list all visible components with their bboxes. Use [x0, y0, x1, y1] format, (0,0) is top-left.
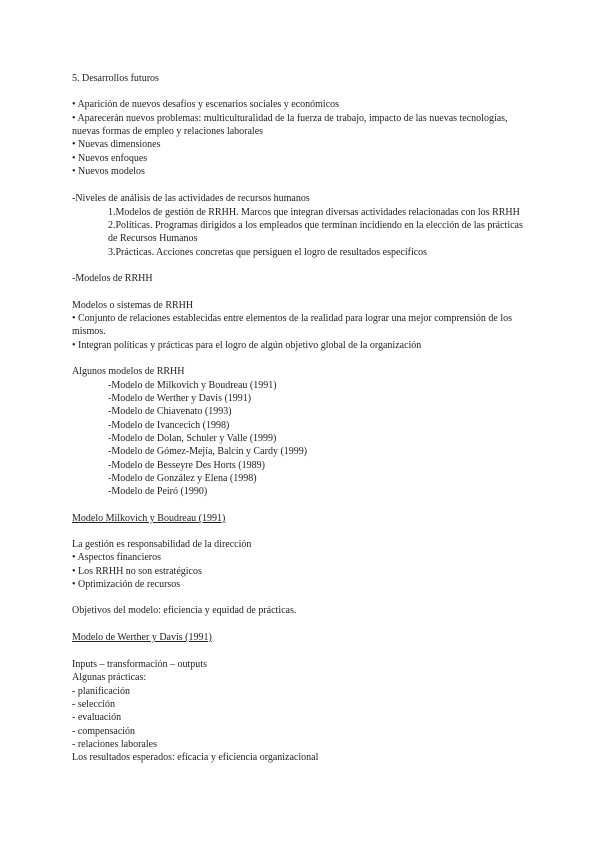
niveles-item-continuation: de Recursos Humanos [108, 233, 198, 244]
milkovich-line: • Aspectos financieros [72, 552, 162, 563]
milkovich-title: Modelo Milkovich y Boudreau (1991) [72, 513, 226, 524]
intro-bullet: • Nuevos modelos [72, 166, 145, 177]
werther-line: - relaciones laborales [72, 739, 157, 750]
milkovich-line: • Optimización de recursos [72, 579, 181, 590]
niveles-item: 3.Prácticas. Acciones concretas que persiguen el logro de resultados específicos [108, 247, 428, 258]
modelos-sistemas-line: • Integran políticas y prácticas para el logro de algún objetivo global de la organización [72, 340, 422, 351]
werther-line: Inputs – transformación – outputs [72, 659, 207, 670]
werther-line: Los resultados esperados: eficacia y eficiencia organizacional [72, 752, 319, 763]
werther-line: Algunas prácticas: [72, 672, 147, 683]
milkovich-line: • Los RRHH no son estratégicos [72, 566, 202, 577]
modelo-list-item: -Modelo de Werther y Davis (1991) [108, 393, 252, 404]
modelos-sistemas-line: mismos. [72, 326, 106, 337]
werther-line: - selección [72, 699, 116, 710]
section-title: 5. Desarrollos futuros [72, 73, 159, 84]
werther-line: - planificación [72, 686, 131, 697]
intro-bullet: • Nuevos enfoques [72, 153, 148, 164]
milkovich-objetivos: Objetivos del modelo: eficiencia y equidad de prácticas. [72, 605, 297, 616]
modelo-list-item: -Modelo de Dolan, Schuler y Valle (1999) [108, 433, 277, 444]
intro-bullet: • Nuevas dimensiones [72, 139, 161, 150]
modelo-list-item: -Modelo de Gómez-Mejía, Balcin y Cardy (1999) [108, 446, 308, 457]
werther-line: - compensación [72, 726, 136, 737]
modelo-list-item: -Modelo de González y Elena (1998) [108, 473, 257, 484]
intro-bullet: • Aparición de nuevos desafíos y escenarios sociales y económicos [72, 99, 340, 110]
niveles-item: 1.Modelos de gestión de RRHH. Marcos que integran diversas actividades relacionadas con los RRHH [108, 207, 520, 218]
modelo-list-item: -Modelo de Milkovich y Boudreau (1991) [108, 380, 277, 391]
modelos-sistemas-heading: Modelos o sistemas de RRHH [72, 300, 194, 311]
werther-title: Modelo de Werther y Davis (1991) [72, 632, 212, 643]
niveles-item: 2.Políticas. Programas dirigidos a los empleados que terminan incidiendo en la elección de las prácticas [108, 220, 523, 231]
modelos-sistemas-line: • Conjunto de relaciones establecidas entre elementos de la realidad para lograr una mejor comprensión de los [72, 313, 513, 324]
modelos-heading: -Modelos de RRHH [72, 273, 153, 284]
modelo-list-item: -Modelo de Ivancecich (1998) [108, 420, 230, 431]
modelo-list-item: -Modelo de Peiró (1990) [108, 486, 208, 497]
modelo-list-item: -Modelo de Besseyre Des Horts (1989) [108, 460, 265, 471]
modelo-list-item: -Modelo de Chiavenato (1993) [108, 406, 232, 417]
algunos-modelos-heading: Algunos modelos de RRHH [72, 366, 185, 377]
milkovich-line: La gestión es responsabilidad de la dirección [72, 539, 252, 550]
niveles-heading: -Niveles de análisis de las actividades de recursos humanos [72, 193, 310, 204]
intro-bullet-continuation: nuevas formas de empleo y relaciones laborales [72, 126, 264, 137]
werther-line: - evaluación [72, 712, 122, 723]
intro-bullet: • Aparecerán nuevos problemas: multiculturalidad de la fuerza de trabajo, impacto de las nuevas tecnologías, [72, 113, 508, 124]
